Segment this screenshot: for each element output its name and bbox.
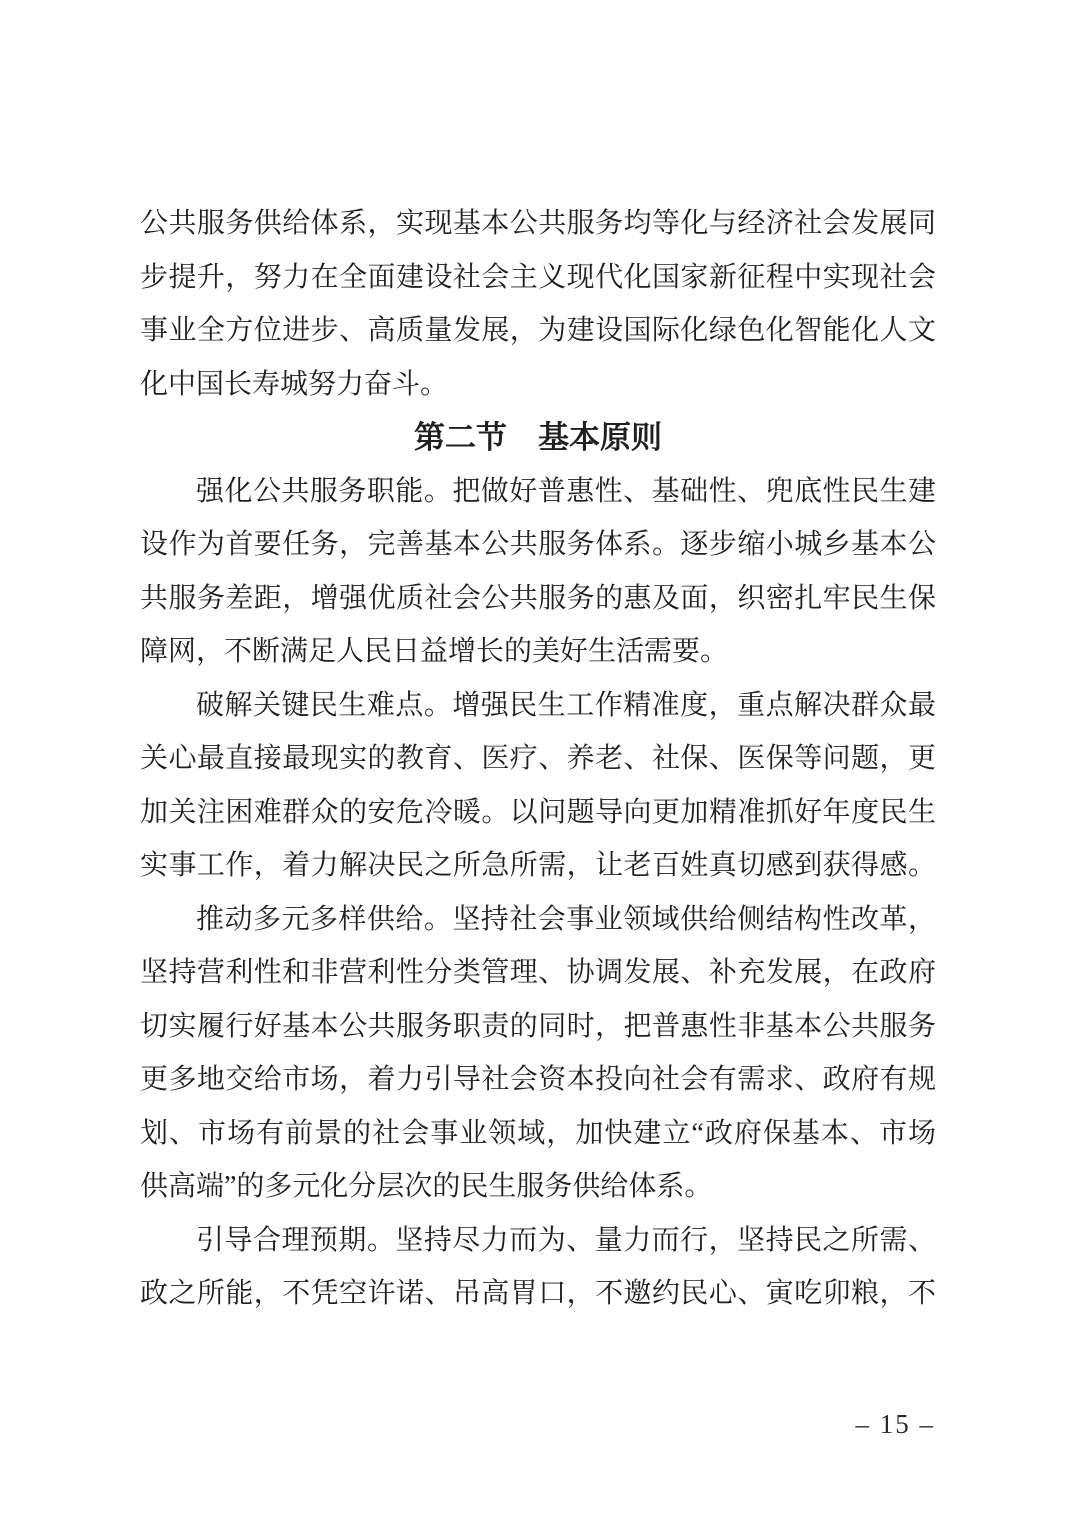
- text-line: 破解关键民生难点。增强民生工作精准度，重点解决群众最: [196, 689, 936, 721]
- text-line: 障网，不断满足人民日益增长的美好生活需要。: [140, 636, 729, 667]
- paragraph-1: [140, 197, 936, 411]
- text-line: 加关注困难群众的安危冷暖。以问题导向更加精准抓好年度民生: [140, 796, 936, 828]
- section-heading: 第二节 基本原则: [414, 420, 662, 455]
- text-line: 推动多元多样供给。坚持社会事业领域供给侧结构性改革，: [196, 903, 936, 935]
- text-line: 强化公共服务职能。把做好普惠性、基础性、兜底性民生建: [196, 475, 936, 507]
- text-line: 政之所能，不凭空许诺、吊高胃口，不邀约民心、寅吃卯粮，不: [140, 1278, 936, 1309]
- paragraph-2: [140, 465, 936, 679]
- page-number: – 15 –: [855, 1409, 935, 1439]
- text-line: 实事工作，着力解决民之所急所需，让老百姓真切感到获得感。: [140, 850, 936, 881]
- paragraph-3: [140, 679, 936, 893]
- text-line: 关心最直接最现实的教育、医疗、养老、社保、医保等问题，更: [140, 743, 936, 774]
- text-line: 供高端”的多元化分层次的民生服务供给体系。: [140, 1171, 713, 1202]
- text-line: 步提升，努力在全面建设社会主义现代化国家新征程中实现社会: [140, 261, 936, 293]
- paragraph-4: [140, 893, 936, 1214]
- text-line: 划、市场有前景的社会事业领域，加快建立“政府保基本、市场: [140, 1117, 936, 1149]
- text-line: 更多地交给市场，着力引导社会资本投向社会有需求、政府有规: [140, 1064, 936, 1095]
- text-block: [140, 197, 936, 1321]
- text-line: 坚持营利性和非营利性分类管理、协调发展、补充发展，在政府: [140, 957, 936, 988]
- text-line: 共服务差距，增强优质社会公共服务的惠及面，织密扎牢民生保: [140, 582, 936, 614]
- paragraph-5: [140, 1214, 936, 1321]
- text-line: 事业全方位进步、高质量发展，为建设国际化绿色化智能化人文: [140, 315, 936, 346]
- text-line: 切实履行好基本公共服务职责的同时，把普惠性非基本公共服务: [140, 1010, 936, 1042]
- text-line: 设作为首要任务，完善基本公共服务体系。逐步缩小城乡基本公: [140, 529, 936, 560]
- text-line: 公共服务供给体系，实现基本公共服务均等化与经济社会发展同: [140, 208, 936, 239]
- text-line: 引导合理预期。坚持尽力而为、量力而行，坚持民之所需、: [196, 1224, 936, 1256]
- text-line: 化中国长寿城努力奋斗。: [140, 368, 449, 400]
